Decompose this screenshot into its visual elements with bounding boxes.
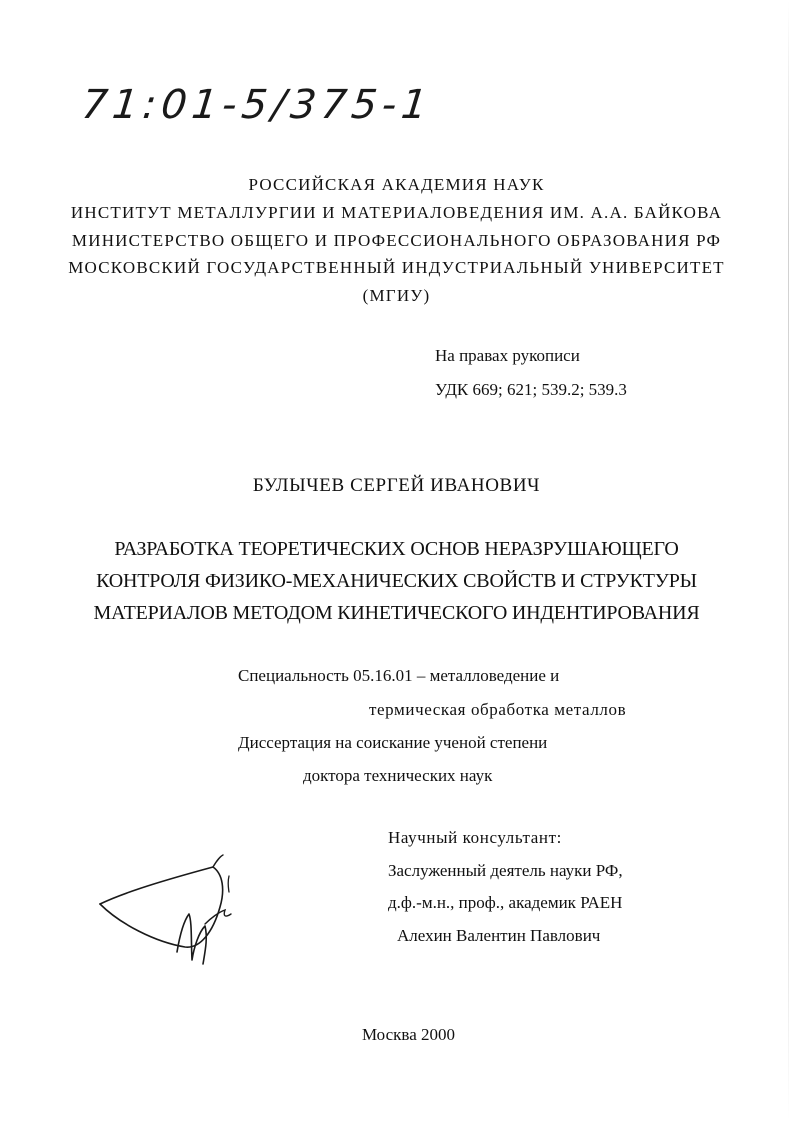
dissertation-title-line-2: КОНТРОЛЯ ФИЗИКО-МЕХАНИЧЕСКИХ СВОЙСТВ И СТРУКТУРЫ [96, 570, 697, 592]
dissertation-title-line-3: МАТЕРИАЛОВ МЕТОДОМ КИНЕТИЧЕСКОГО ИНДЕНТИРОВАНИЯ [93, 602, 700, 624]
institution-line-academy: РОССИЙСКАЯ АКАДЕМИЯ НАУК [248, 175, 545, 194]
udc-code: УДК 669; 621; 539.2; 539.3 [435, 380, 627, 399]
city-year: Москва 2000 [361, 1025, 456, 1044]
consultant-heading: Научный консультант: [388, 828, 562, 847]
institution-line-university: МОСКОВСКИЙ ГОСУДАРСТВЕННЫЙ ИНДУСТРИАЛЬНЫЙ УНИВЕРСИТЕТ [68, 258, 725, 277]
degree-line-1: Диссертация на соискание ученой степени [238, 733, 548, 752]
manuscript-rights: На правах рукописи [435, 346, 580, 365]
consultant-name: Алехин Валентин Павлович [397, 926, 601, 945]
specialty-line-2: термическая обработка металлов [369, 700, 627, 719]
consultant-titles: д.ф.-м.н., проф., академик РАЕН [388, 893, 623, 912]
institution-line-institute: ИНСТИТУТ МЕТАЛЛУРГИИ И МАТЕРИАЛОВЕДЕНИЯ ИМ. А.А. БАЙКОВА [70, 203, 723, 222]
degree-line-2: доктора технических наук [303, 766, 493, 785]
institution-line-abbreviation: (МГИУ) [362, 286, 431, 305]
handwritten-archive-number: 71:01-5/375-1 [79, 82, 435, 128]
specialty-line-1: Специальность 05.16.01 – металловедение и [238, 666, 560, 685]
institution-line-ministry: МИНИСТЕРСТВО ОБЩЕГО И ПРОФЕССИОНАЛЬНОГО ОБРАЗОВАНИЯ РФ [71, 231, 722, 250]
consultant-honor: Заслуженный деятель науки РФ, [388, 861, 623, 880]
author-name: БУЛЫЧЕВ СЕРГЕЙ ИВАНОВИЧ [252, 475, 541, 496]
dissertation-title-line-1: РАЗРАБОТКА ТЕОРЕТИЧЕСКИХ ОСНОВ НЕРАЗРУШАЮЩЕГО [114, 538, 679, 560]
handwritten-signature [95, 852, 245, 967]
